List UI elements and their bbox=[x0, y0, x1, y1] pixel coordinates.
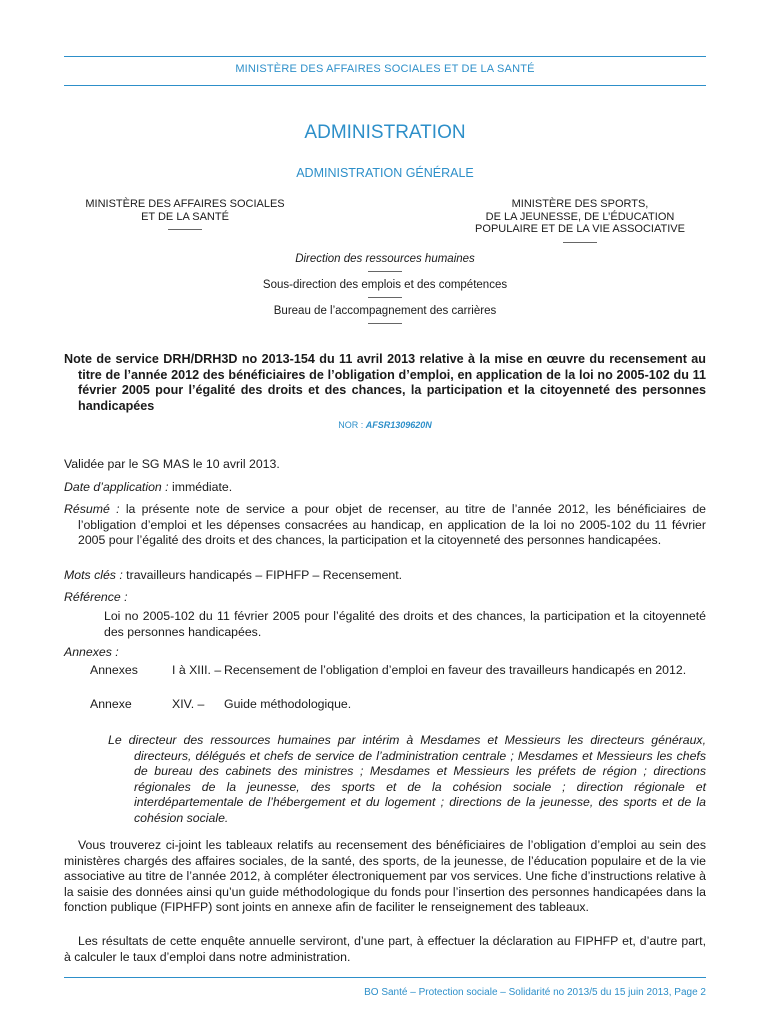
annex-row bbox=[90, 663, 706, 695]
org-bureau: Bureau de l’accompagnement des carrières bbox=[273, 305, 497, 317]
resume-label: Résumé : bbox=[64, 502, 120, 516]
addressee-block: Le directeur des ressources humaines par intérim à Mesdames et Messieurs les directeurs généraux, directeurs, délégués et chefs de service de l’administration centrale ; Mesdames et Messieurs les chefs de bureau des cabinets des ministres ; Mesdames et Messieurs les préfets de région ; directions régionales de la jeunesse, des sports et de la cohésion sociale ; direction régionale et interdépartementale de l’hébergement et du logement ; directions de la jeunesse, des sports et de la cohésion sociale. bbox=[108, 733, 706, 825]
header-rule-bottom bbox=[64, 85, 706, 86]
ministry-right bbox=[455, 198, 705, 243]
annexes-label: Annexes : bbox=[64, 645, 119, 659]
reference-label: Référence : bbox=[64, 590, 128, 604]
section-title: ADMINISTRATION bbox=[304, 122, 466, 143]
annex-row bbox=[90, 697, 706, 713]
nor-value: AFSR1309620N bbox=[365, 420, 432, 430]
footer-citation: BO Santé – Protection sociale – Solidarité no 2013/5 du 15 juin 2013, Page 2 bbox=[364, 987, 706, 998]
ministry-left-line: MINISTÈRE DES AFFAIRES SOCIALES bbox=[85, 198, 285, 210]
nor-reference bbox=[64, 420, 706, 430]
header-rule-top bbox=[64, 56, 706, 57]
separator-dash bbox=[368, 323, 402, 324]
note-title: Note de service DRH/DRH3D no 2013-154 du 11 avril 2013 relative à la mise en œuvre du recensement au titre de l’année 2012 des bénéficiaires de l’obligation d’emploi, en application de la loi no 2005-102 du 11 février 2005 pour l’égalité des droits et des chances, la participation et la citoyenneté des personnes handicapées bbox=[64, 352, 706, 413]
header-ministry: MINISTÈRE DES AFFAIRES SOCIALES ET DE LA SANTÉ bbox=[235, 63, 535, 75]
ministry-left-line: ET DE LA SANTÉ bbox=[141, 210, 229, 223]
resume bbox=[64, 502, 706, 549]
date-label: Date d’application : bbox=[64, 480, 169, 494]
reference-value: Loi no 2005-102 du 11 février 2005 pour l’égalité des droits et des chances, la participation et la citoyenneté des personnes handicapées. bbox=[104, 609, 706, 639]
ministry-right-line: DE LA JEUNESSE, DE L’ÉDUCATION bbox=[485, 210, 675, 223]
resume-value: la présente note de service a pour objet de recenser, au titre de l’année 2012, les bénéficiaires de l’obligation d’emploi et les dépenses consacrées au handicap, en application de la loi no 2005-102 du 11 février 2005 pour l’égalité des droits et des chances, la participation et la citoyenneté des personnes handicapées. bbox=[78, 502, 706, 548]
date-value: immédiate. bbox=[168, 480, 233, 494]
nor-label: NOR : bbox=[338, 420, 366, 430]
ministry-right-line: MINISTÈRE DES SPORTS, bbox=[511, 198, 649, 210]
annex-description: Recensement de l’obligation d’emploi en faveur des travailleurs handicapés en 2012. bbox=[224, 663, 687, 677]
body-paragraph: Les résultats de cette enquête annuelle serviront, d’une part, à effectuer la déclaration au FIPHFP et, d’autre part, à calculer le taux d’emploi dans notre administration. bbox=[64, 934, 706, 964]
mots-cles bbox=[64, 568, 706, 584]
separator-dash bbox=[168, 229, 202, 230]
section-subtitle: ADMINISTRATION GÉNÉRALE bbox=[296, 166, 474, 180]
mots-value: travailleurs handicapés – FIPHFP – Recensement. bbox=[122, 568, 403, 582]
annex-number: I à XIII. – bbox=[172, 663, 222, 677]
annex-description: Guide méthodologique. bbox=[224, 697, 352, 711]
annex-name: Annexes bbox=[90, 663, 138, 677]
separator-dash bbox=[368, 297, 402, 298]
separator-dash bbox=[563, 242, 597, 243]
annex-name: Annexe bbox=[90, 697, 132, 711]
footer-rule bbox=[64, 977, 706, 978]
reference-heading bbox=[64, 590, 706, 606]
date-application bbox=[64, 480, 706, 496]
org-sous-direction: Sous-direction des emplois et des compétences bbox=[262, 279, 508, 291]
annex-number: XIV. – bbox=[172, 697, 205, 711]
org-direction: Direction des ressources humaines bbox=[295, 253, 475, 265]
body-paragraph: Vous trouverez ci-joint les tableaux relatifs au recensement des bénéficiaires de l’obligation d’emploi au sein des ministères chargés des affaires sociales, de la santé, des sports, de la jeunesse, de l’éducation populaire et de la vie associative au titre de l’année 2012, à compléter électroniquement par vos services. Une fiche d’instructions relative à la saisie des données ainsi qu’un guide méthodologique du fonds pour l’insertion des personnes handicapées dans la fonction publique (FIPHFP) sont joints en annexe afin de faciliter le renseignement des tableaux. bbox=[64, 838, 706, 915]
separator-dash bbox=[368, 271, 402, 272]
ministry-left bbox=[70, 198, 300, 230]
validated-line: Validée par le SG MAS le 10 avril 2013. bbox=[64, 457, 280, 471]
mots-label: Mots clés : bbox=[64, 568, 123, 582]
annexes-heading bbox=[64, 645, 706, 661]
ministry-right-line: POPULAIRE ET DE LA VIE ASSOCIATIVE bbox=[475, 223, 685, 235]
